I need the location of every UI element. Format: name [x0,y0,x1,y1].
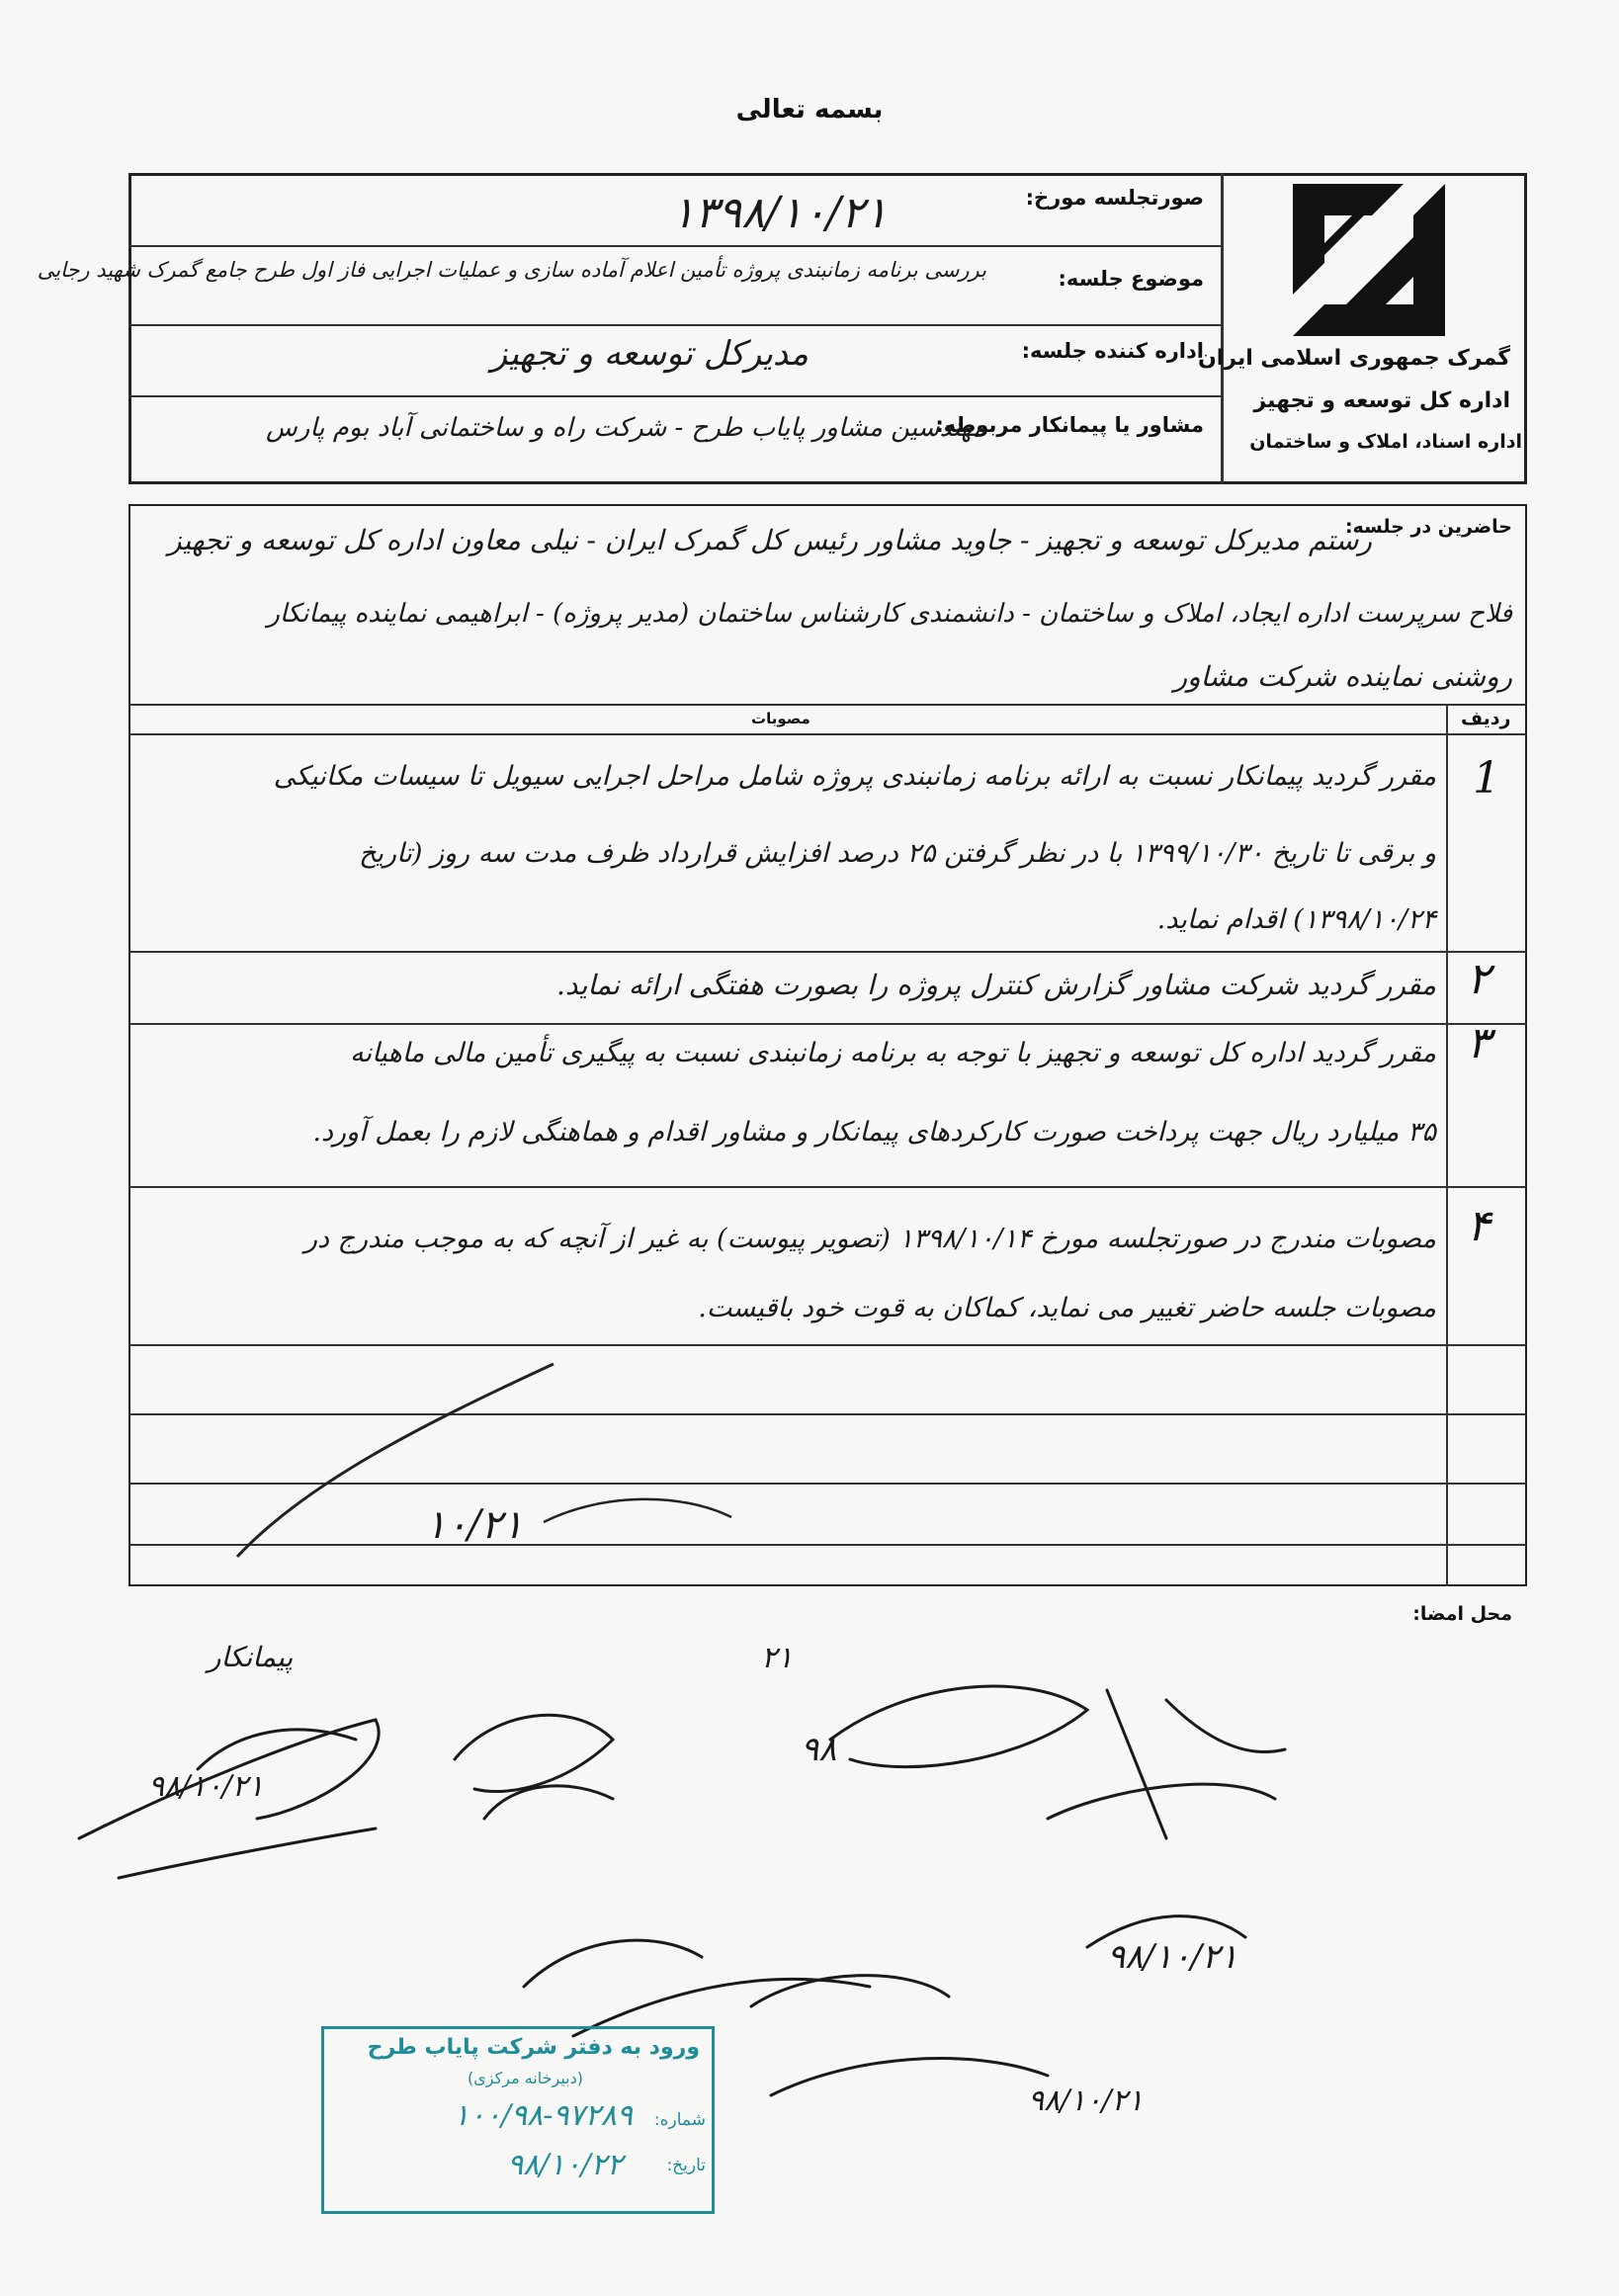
row-number-3: ۳ [1467,1018,1491,1068]
stamp-number-value: ۱۰۰/۹۸-۹۷۲۸۹ [453,2098,633,2133]
consultant-value: مهندسین مشاور پایاب طرح - شرکت راه و ساختمانی آباد بوم پارس [266,413,986,443]
org-line-2: اداره کل توسعه و تجهیز [1253,388,1510,413]
stamp-subtitle: (دبیرخانه مرکزی) [468,2069,583,2087]
customs-logo-icon [1285,176,1453,344]
attendees-label: حاضرین در جلسه: [1344,516,1512,538]
org-line-1: گمرک جمهوری اسلامی ایران [1197,346,1510,371]
stamp-date-value: ۹۸/۱۰/۲۲ [507,2148,623,2182]
strike-line [128,1344,1527,1586]
handwritten-date: ۱۰/۲۱ [425,1502,524,1548]
signatures-area [59,1641,1443,2105]
receipt-stamp [321,2026,715,2214]
row-number-4: ۴ [1467,1201,1491,1251]
item-3-line-1: مقرر گردید اداره کل توسعه و تجهیز با توجه به برنامه زمانبندی نسبت به پیگیری تأمین مالی ماهیانه [350,1038,1436,1068]
attendees-line-2: فلاح سرپرست اداره ایجاد، املاک و ساختمان - دانشمندی کارشناس ساختمان (مدیر پروژه) - ابراهیمی نماینده پیمانکار [267,599,1512,629]
signature-note-5: ۹۸/۱۰/۲۱ [1107,1937,1238,1977]
resolutions-header: مصوبات [751,710,810,727]
meeting-chair-value: مدیرکل توسعه و تجهیز [490,334,809,374]
meeting-date-value: ۱۳۹۸/۱۰/۲۱ [671,188,888,238]
item-4-line-2: مصوبات جلسه حاضر تغییر می نماید، کماکان به قوت خود باقیست. [698,1293,1436,1323]
item-3-line-2: ۳۵ میلیارد ریال جهت پرداخت صورت کارکردهای پیمانکار و مشاور اقدام و هماهنگی لازم را بعمل آورد. [312,1117,1436,1148]
stamp-date-label: تاریخ: [666,2156,706,2175]
signature-note-2: ۹۸/۱۰/۲۱ [148,1769,264,1804]
signature-note-3: ۹۸ [801,1730,837,1769]
stamp-number-label: شماره: [653,2110,706,2130]
meeting-date-label: صورتجلسه مورخ: [1025,186,1204,210]
item-1-line-3: ۱۳۹۸/۱۰/۲۴) اقدام نماید. [1156,904,1436,935]
signature-note-1: پیمانکار [208,1641,294,1673]
document-title: بسمه تعالی [735,95,884,125]
item-1-line-1: مقرر گردید پیمانکار نسبت به ارائه برنامه زمانبندی پروژه شامل مراحل اجرایی سیویل تا سیسات مکانیکی [273,761,1436,792]
item-4-line-1: مصوبات مندرج در صورتجلسه مورخ ۱۳۹۸/۱۰/۱۴ (تصویر پیوست) به غیر از آنچه که به موجب مندرج در [303,1224,1436,1254]
stamp-title: ورود به دفتر شرکت پایاب طرح [367,2035,700,2060]
attendees-line-1: رستم مدیرکل توسعه و تجهیز - جاوید مشاور رئیس کل گمرک ایران - نیلی معاون اداره کل توسعه و تجهیز [168,524,1372,556]
attendees-line-3: روشنی نماینده شرکت مشاور [1173,660,1512,693]
item-1-line-2: و برقی تا تاریخ ۱۳۹۹/۱۰/۳۰ با در نظر گرفتن ۲۵ درصد افزایش قرارداد ظرف مدت سه روز (تاریخ [359,838,1436,869]
meeting-subject-label: موضوع جلسه: [1058,267,1204,291]
consultant-label: مشاور یا پیمانکار مربوطه: [935,413,1204,437]
signature-label: محل امضا: [1412,1603,1512,1625]
signature-note-4: ۲۱ [761,1641,794,1675]
signature-note-6: ۹۸/۱۰/۲۱ [1028,2083,1144,2118]
item-2-line-1: مقرر گردید شرکت مشاور گزارش کنترل پروژه را بصورت هفتگی ارائه نماید. [556,969,1436,1001]
meeting-chair-label: اداره کننده جلسه: [1021,339,1204,363]
row-number-2: ۲ [1467,954,1491,1004]
row-header: ردیف [1461,708,1511,729]
org-line-3: اداره اسناد، املاک و ساختمان [1249,431,1522,453]
row-number-1: 1 [1473,753,1500,804]
meeting-subject-value: بررسی برنامه زمانبندی پروژه تأمین اعلام آماده سازی و عملیات اجرایی فاز اول طرح جامع گمرک شهید رجایی [37,258,986,282]
